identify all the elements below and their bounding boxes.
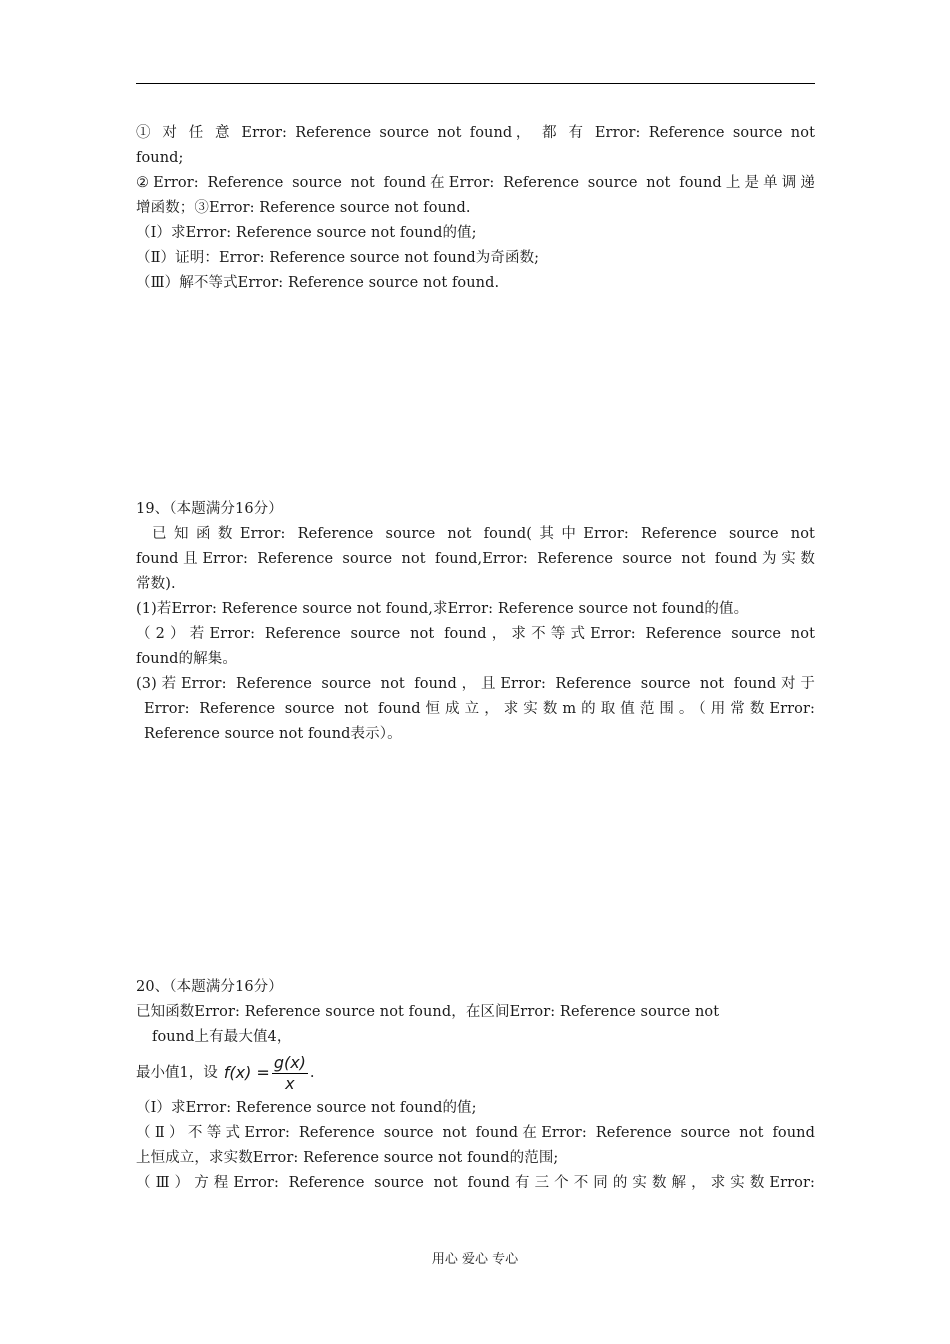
header-rule xyxy=(136,83,815,84)
text-line: （Ⅱ）证明：Error: Reference source not found为奇函数; xyxy=(136,250,540,266)
text-line: 上恒成立，求实数Error: Reference source not found的范围; xyxy=(136,1150,559,1166)
text-line: found的解集。 xyxy=(136,651,237,667)
text-line: Error: Reference source not found恒成立，求实数m的取值范围。（用常数Error: xyxy=(144,701,815,717)
text-line: (3)若Error: Reference source not found，且Error: Reference source not found对于 xyxy=(136,676,815,692)
text-line: 已知函数Error: Reference source not found，在区间Error: Reference source not xyxy=(136,1004,720,1020)
text-line: 已知函数Error: Reference source not found(其中Error: Reference source not xyxy=(152,526,815,542)
text-line: （Ⅱ）不等式Error: Reference source not found在Error: Reference source not found xyxy=(136,1125,815,1141)
text-line: 常数). xyxy=(136,576,176,592)
text-line: ① 对 任 意 Error: Reference source not found， 都 有 Error: Reference source not xyxy=(136,125,815,141)
text-line: （Ⅰ）求Error: Reference source not found的值; xyxy=(136,1100,477,1116)
fraction xyxy=(272,1053,308,1094)
text-line: （2）若Error: Reference source not found，求不等式Error: Reference source not xyxy=(136,626,815,642)
question-header: 20、（本题满分16分） xyxy=(136,979,283,995)
formula-line xyxy=(136,1050,815,1096)
formula-prefix: 最小值1，设 xyxy=(136,1065,218,1081)
text-line: 增函数；③Error: Reference source not found. xyxy=(136,200,471,216)
fraction-denominator: x xyxy=(285,1073,295,1093)
fraction-numerator: g(x) xyxy=(273,1052,306,1072)
text-line: （Ⅲ）解不等式Error: Reference source not found. xyxy=(136,275,500,291)
formula-lhs: f(x) = xyxy=(223,1063,270,1082)
section-19 xyxy=(136,497,815,747)
text-line: found上有最大值4， xyxy=(152,1029,292,1045)
text-line: （Ⅲ）方程Error: Reference source not found有三个不同的实数解，求实数Error: xyxy=(136,1175,815,1191)
text-line: found且Error: Reference source not found,Error: Reference source not found为实数 xyxy=(136,551,815,567)
text-line: ②Error: Reference source not found在Error: Reference source not found上是单调递 xyxy=(136,175,815,191)
text-line: （Ⅰ）求Error: Reference source not found的值; xyxy=(136,225,477,241)
text-line: (1)若Error: Reference source not found,求Error: Reference source not found的值。 xyxy=(136,601,749,617)
formula-suffix: . xyxy=(309,1065,315,1081)
section-20 xyxy=(136,975,815,1196)
page-footer: 用心 爱心 专心 xyxy=(431,1252,519,1267)
section-18 xyxy=(136,121,815,296)
question-header: 19、（本题满分16分） xyxy=(136,501,283,517)
text-line: Reference source not found表示）。 xyxy=(144,726,402,742)
text-line: found; xyxy=(136,150,184,166)
